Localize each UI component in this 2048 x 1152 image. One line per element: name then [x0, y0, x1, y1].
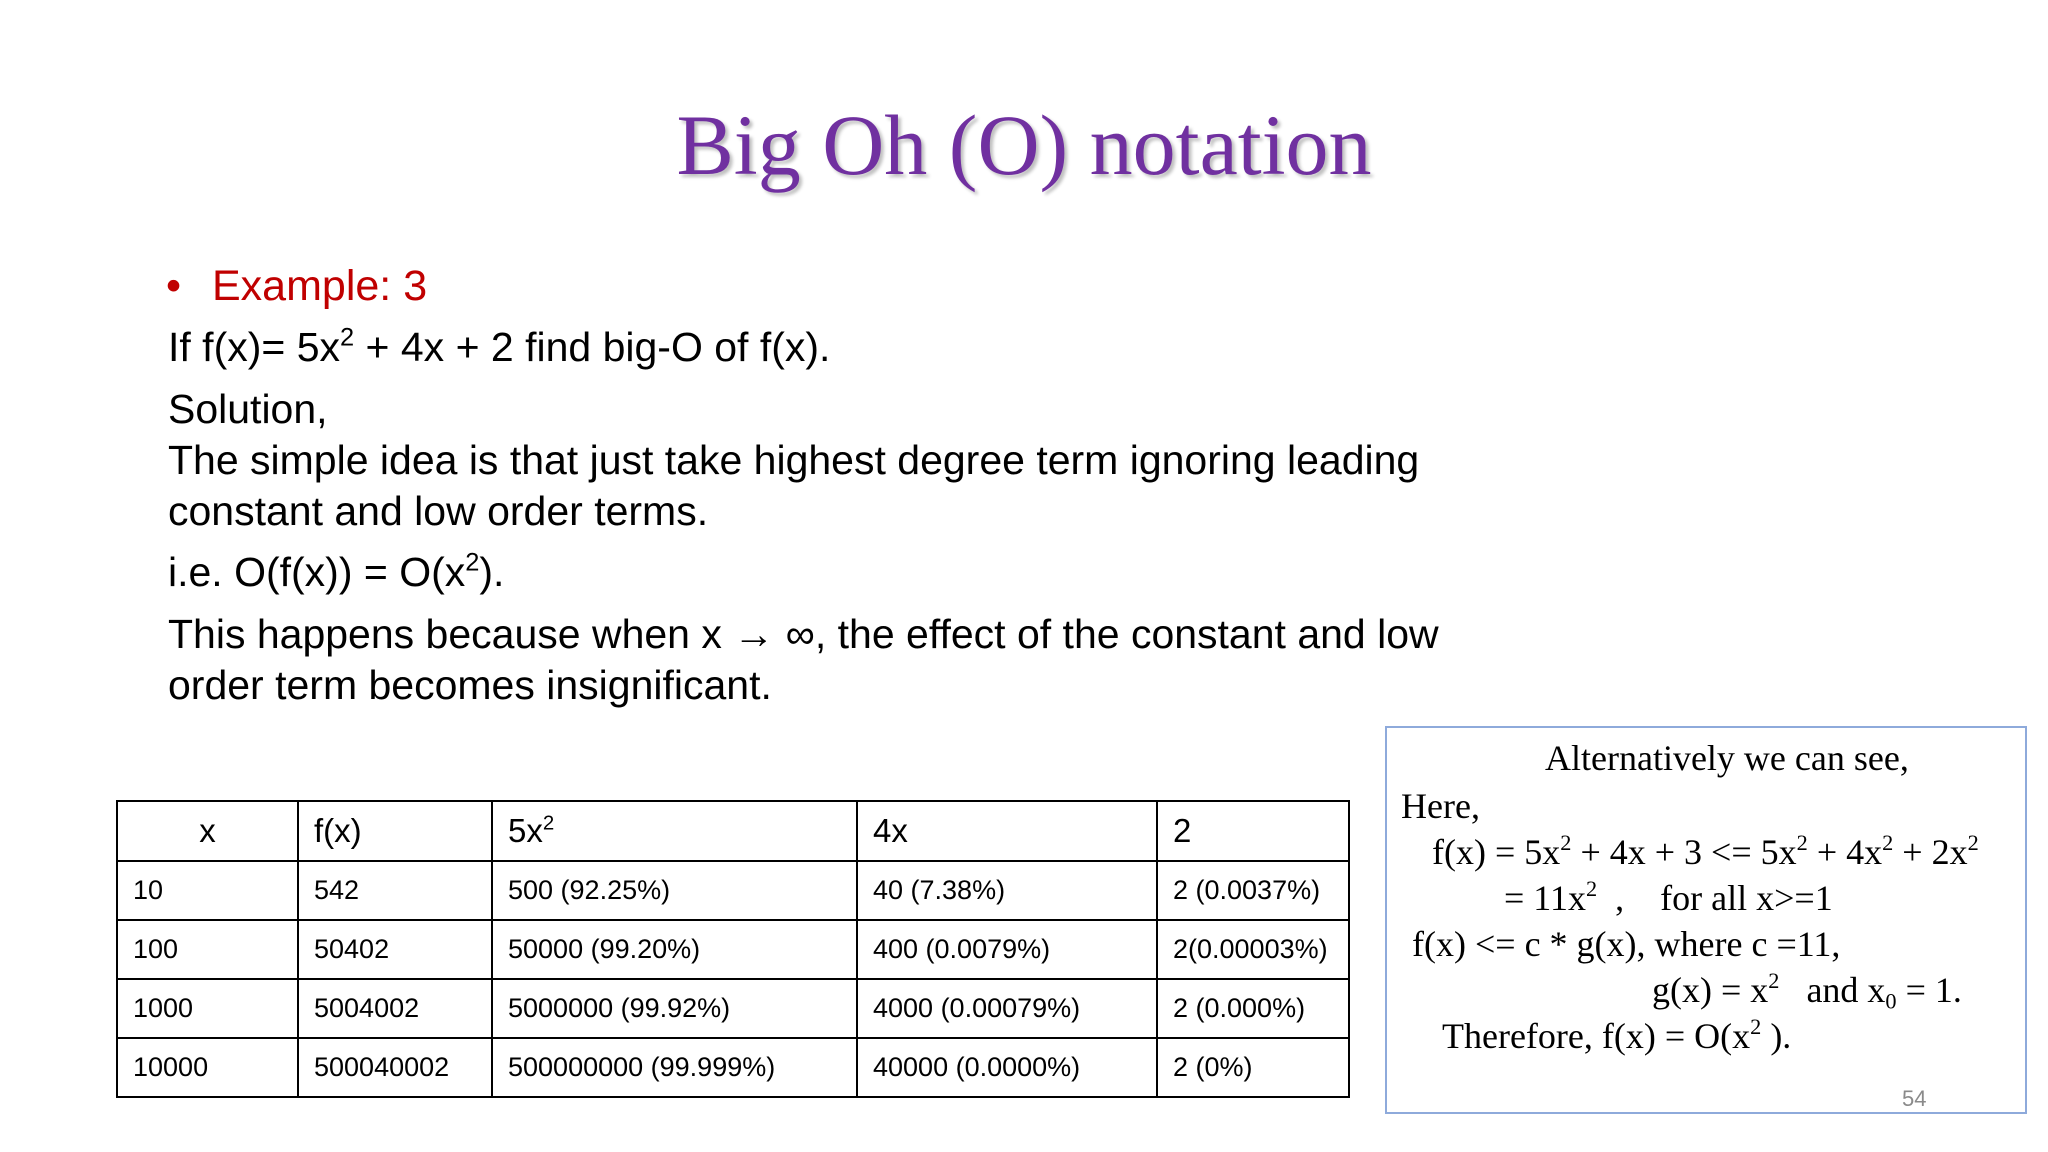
table-header-row — [117, 801, 1349, 861]
table-header-cell: 2 — [1157, 801, 1349, 861]
example-heading — [166, 258, 427, 314]
proof-line-4: $g(x) = x^2$ and $x_0 = 1$. — [1652, 968, 1962, 1014]
table-row — [117, 861, 1349, 920]
bullet-icon: • — [166, 262, 182, 310]
table-cell: 10 — [117, 861, 298, 920]
slide-title: Big Oh (O) notation — [676, 97, 1372, 193]
table-header-cell: $5x^2$ — [492, 801, 857, 861]
because-line-1: This happens because when x → ∞, the effect of the constant and low — [168, 611, 1439, 657]
idea-line-2: constant and low order terms. — [168, 488, 709, 534]
table-header-cell: x — [117, 801, 298, 861]
table-cell: 500 (92.25%) — [492, 861, 857, 920]
table-cell: 500000000 (99.999%) — [492, 1038, 857, 1097]
table-cell: 50402 — [298, 920, 492, 979]
table-cell: 10000 — [117, 1038, 298, 1097]
alternative-proof-box — [1385, 726, 2027, 1114]
proof-line-3: f(x) <= c * g(x), where c =11, — [1412, 924, 1841, 964]
table-cell: 40000 (0.0000%) — [857, 1038, 1157, 1097]
table-cell: 2(0.00003%) — [1157, 920, 1349, 979]
ie-line: i.e. $O(f(x)) = O(x^2)$. — [168, 548, 505, 595]
table-header-cell: 4x — [857, 801, 1157, 861]
page-number: 54 — [1902, 1086, 1927, 1111]
example-label: Example: 3 — [212, 262, 428, 310]
table-cell: 500040002 — [298, 1038, 492, 1097]
proof-line-5: Therefore, $f(x) = O(x^2$ ). — [1442, 1014, 1792, 1056]
idea-line-1: The simple idea is that just take highest degree term ignoring leading — [168, 437, 1420, 483]
alternative-heading: Alternatively we can see, — [1545, 738, 1909, 778]
table-cell: 2 (0%) — [1157, 1038, 1349, 1097]
table-row — [117, 920, 1349, 979]
table-cell: 100 — [117, 920, 298, 979]
proof-line-2: = $11x^2$ , for all x>=1 — [1504, 876, 1833, 918]
table-cell: 542 — [298, 861, 492, 920]
table-cell: 50000 (99.20%) — [492, 920, 857, 979]
question-line: If $f(x)= 5x^2 + 4x + 2$ find big-O of f(x). — [168, 323, 831, 370]
solution-label: Solution, — [168, 386, 328, 432]
table-cell: 4000 (0.00079%) — [857, 979, 1157, 1038]
here-label: Here, — [1401, 786, 1480, 826]
values-table — [116, 800, 1350, 1098]
table-cell: 2 (0.0037%) — [1157, 861, 1349, 920]
table-cell: 1000 — [117, 979, 298, 1038]
proof-line-1: $f(x) = 5x^2 + 4x + 3 <= 5x^2 + 4x^2 + 2x^2$ — [1432, 830, 1979, 872]
table-cell: 5004002 — [298, 979, 492, 1038]
table-row — [117, 1038, 1349, 1097]
table-cell: 2 (0.000%) — [1157, 979, 1349, 1038]
table-cell: 5000000 (99.92%) — [492, 979, 857, 1038]
table-header-cell: f(x) — [298, 801, 492, 861]
table-cell: 400 (0.0079%) — [857, 920, 1157, 979]
table-cell: 40 (7.38%) — [857, 861, 1157, 920]
because-line-2: order term becomes insignificant. — [168, 662, 772, 708]
table-row — [117, 979, 1349, 1038]
